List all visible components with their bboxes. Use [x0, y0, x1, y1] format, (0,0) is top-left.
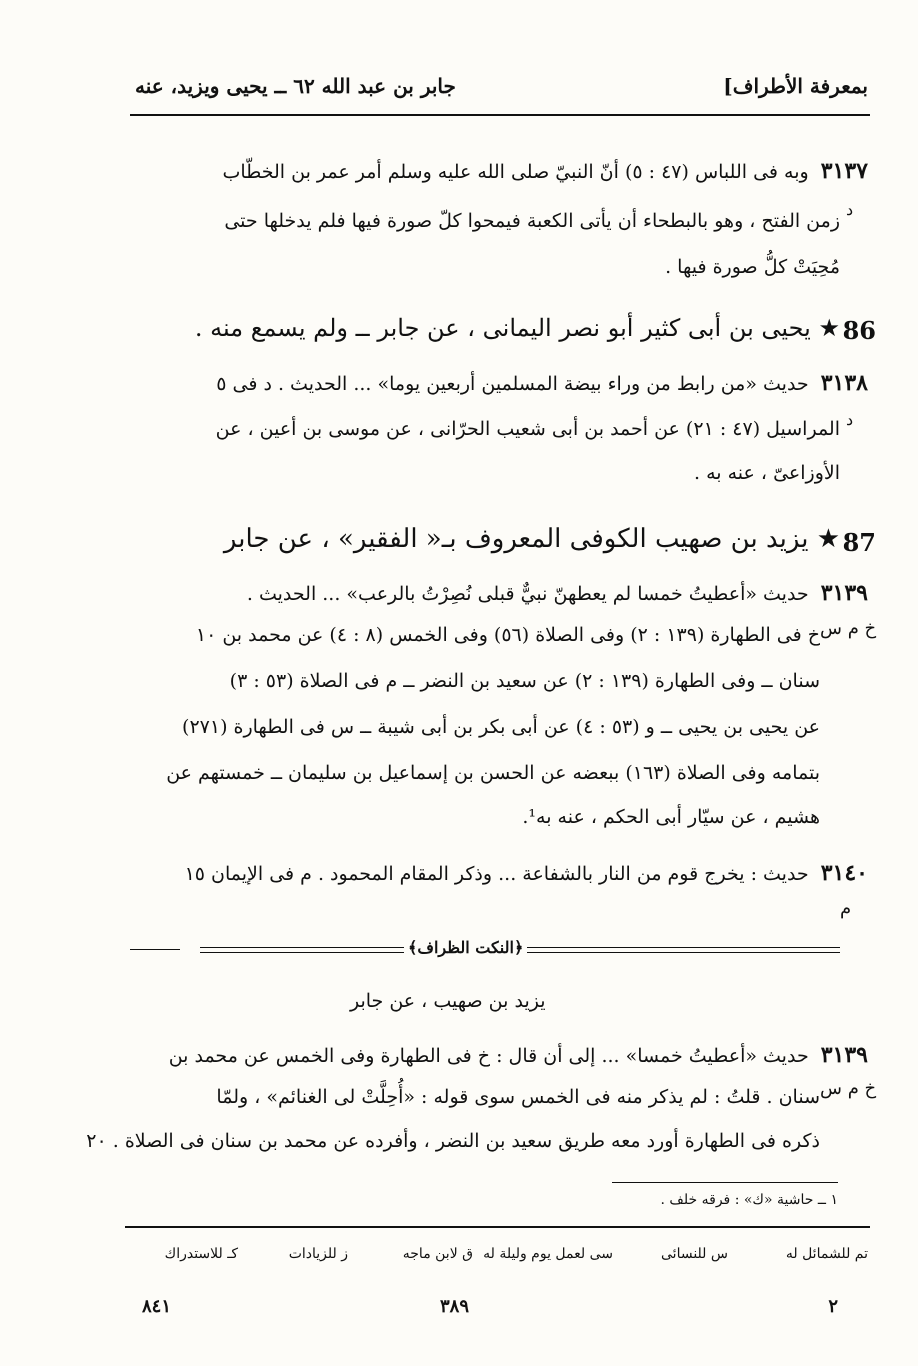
hadith-3139-margin: خ م س [820, 618, 877, 639]
page-number-right: ٢ [828, 1296, 838, 1317]
narrator-87-number: 87 [842, 528, 876, 557]
hadith-3138-line-1: ٣١٣٨ حديث «من رابط من وراء بيضة المسلمين أربعين يوما» ... الحديث . د فى ٥ [216, 370, 868, 396]
hadith-3139-line-5: بتمامه وفى الصلاة (١٦٣) ببعضه عن الحسن بن إسماعيل بن سليمان ــ خمستهم عن [166, 762, 820, 784]
hadith-3137-line-2: زمن الفتح ، وهو بالبطحاء أن يأتى الكعبة فيمحوا كلّ صورة فيها فلم يدخلها حتى [224, 210, 840, 232]
hadith-3140-line-1: ٣١٤٠ حديث : يخرج قوم من النار بالشفاعة ... وذكر المقام المحمود . م فى الإيمان ١٥ [184, 860, 868, 886]
footnote: ١ ــ حاشية «ك» : فرقه خلف . [660, 1192, 838, 1208]
nukat-line-3: ذكره فى الطهارة أورد معه طريق سعيد بن النضر ، وأفرده عن محمد بن سنان فى الصلاة . ٢٠ [86, 1130, 820, 1152]
hadith-3139-line-4: عن يحيى بن يحيى ــ و (٥٣ : ٤) عن أبى بكر بن أبى شيبة ــ س فى الطهارة (٢٧١) [182, 716, 820, 738]
hadith-3140-margin: م [840, 898, 852, 919]
legend-item: س للنسائى [661, 1246, 728, 1262]
legend-item: تم للشمائل له [785, 1246, 868, 1262]
hadith-3139-line-3: سنان ــ وفى الطهارة (١٣٩ : ٢) عن سعيد بن النضر ــ م فى الصلاة (٥٣ : ٣) [229, 670, 820, 692]
header-left: جابر بن عبد الله ٦٢ ــ يحيى ويزيد، عنه [135, 74, 456, 98]
legend-item: سى لعمل يوم وليلة له [483, 1246, 613, 1262]
separator-short-rule [130, 949, 180, 950]
page-number-center: ٣٨٩ [440, 1296, 470, 1317]
nukat-heading: يزيد بن صهيب ، عن جابر [350, 990, 546, 1012]
page-number-left: ٨٤١ [142, 1296, 172, 1317]
nukat-line-1: ٣١٣٩ حديث «أعطيتُ خمسا» ... إلى أن قال : خ فى الطهارة وفى الخمس عن محمد بن [168, 1042, 868, 1068]
header-rule [130, 114, 870, 116]
hadith-3139-line-2: خ فى الطهارة (١٣٩ : ٢) وفى الصلاة (٥٦) وفى الخمس (٨ : ٤) عن محمد بن ١٠ [195, 624, 820, 646]
hadith-3137-margin: د [846, 200, 854, 219]
hadith-3139-line-6: هشيم ، عن سيّار أبى الحكم ، عنه به¹. [522, 806, 820, 828]
hadith-3138-line-2: المراسيل (٤٧ : ٢١) عن أحمد بن أبى شعيب الحرّانى ، عن موسى بن أعين ، عن [215, 418, 840, 440]
hadith-3138-margin: د [846, 410, 854, 429]
footnote-rule [612, 1182, 838, 1183]
hadith-3137-line-1: ٣١٣٧ وبه فى اللباس (٤٧ : ٥) أنّ النبيّ صلى الله عليه وسلم أمر عمر بن الخطّاب [222, 158, 868, 184]
hadith-3137-line-3: مُحِيَتْ كلُّ صورة فيها . [665, 256, 840, 278]
legend-item: ز للزيادات [288, 1246, 348, 1262]
narrator-86-number: 86 [842, 316, 876, 345]
narrator-86-title: ★ يحيى بن أبى كثير أبو نصر اليمانى ، عن جابر ــ ولم يسمع منه . [194, 314, 840, 342]
separator-label: ﴿النكت الظراف﴾ [404, 938, 527, 957]
nukat-line-2: سنان . قلتُ : لم يذكر منه فى الخمس سوى قوله : «أُحِلَّتْ لى الغنائم» ، ولمّا [216, 1086, 820, 1108]
hadith-3139-line-1: ٣١٣٩ حديث «أعطيتُ خمسا لم يعطهنّ نبيٌّ قبلى نُصِرْتُ بالرعب» ... الحديث . [246, 580, 868, 606]
nukat-margin: خ م س [820, 1078, 877, 1099]
hadith-3138-line-3: الأوزاعىّ ، عنه به . [694, 462, 840, 484]
legend-item: ق لابن ماجه [402, 1246, 473, 1262]
header-right: بمعرفة الأطراف] [723, 74, 868, 98]
legend-rule [125, 1226, 870, 1228]
hadith-number: ٣١٣٧ [820, 158, 868, 184]
legend-item: كـ للاستدراك [164, 1246, 238, 1262]
narrator-87-title: ★ يزيد بن صهيب الكوفى المعروف بـ« الفقير» ، عن جابر [223, 524, 840, 554]
